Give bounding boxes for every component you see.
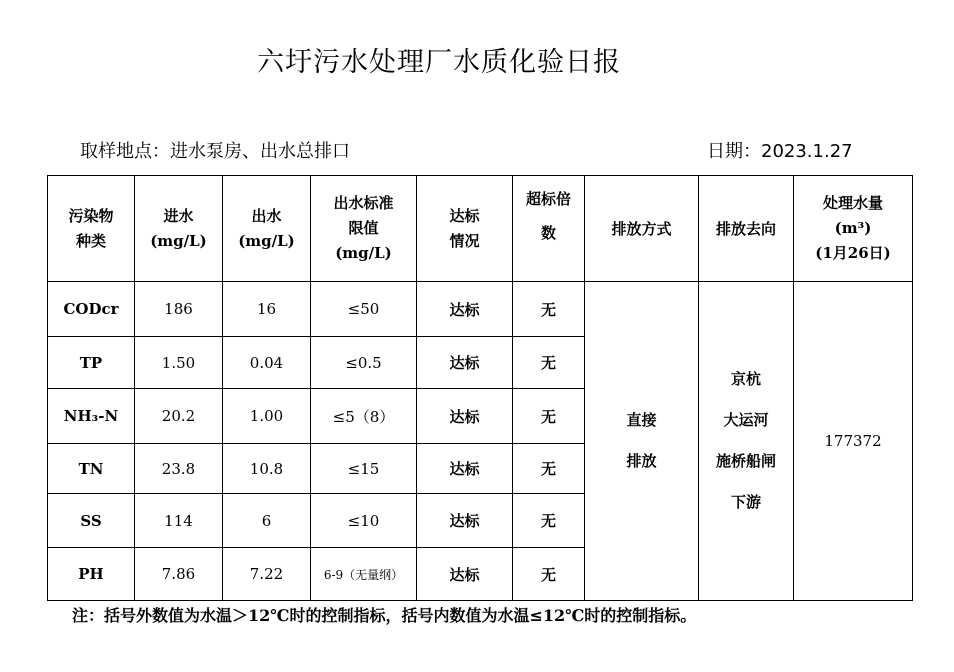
header-outflow <box>223 176 311 282</box>
status-cell: 达标 <box>417 337 513 389</box>
header-exceed <box>513 176 585 282</box>
header-limit-line2: 限值 <box>348 219 379 237</box>
outflow-cell: 0.04 <box>223 337 311 389</box>
destination-line3: 施桥船闸 <box>715 452 776 470</box>
limit-cell: 6-9（无量纲） <box>311 548 417 601</box>
header-inflow <box>135 176 223 282</box>
header-volume-line1: 处理水量 <box>822 194 883 212</box>
exceed-cell: 无 <box>513 389 585 444</box>
limit-cell: ≤10 <box>311 494 417 548</box>
water-quality-table <box>47 175 913 601</box>
exceed-cell: 无 <box>513 282 585 337</box>
discharge-destination-cell <box>699 282 794 601</box>
header-destination: 排放去向 <box>699 176 794 282</box>
header-outflow-line2: (mg/L) <box>238 231 295 250</box>
exceed-cell: 无 <box>513 548 585 601</box>
header-limit <box>311 176 417 282</box>
status-cell: 达标 <box>417 444 513 494</box>
inflow-cell: 1.50 <box>135 337 223 389</box>
pollutant-cell: SS <box>48 494 135 548</box>
pollutant-cell: TN <box>48 444 135 494</box>
inflow-cell: 7.86 <box>135 548 223 601</box>
destination-line4: 下游 <box>730 493 761 511</box>
header-volume <box>794 176 913 282</box>
limit-cell: ≤5（8） <box>311 389 417 444</box>
pollutant-cell: TP <box>48 337 135 389</box>
inflow-cell: 23.8 <box>135 444 223 494</box>
header-limit-line1: 出水标准 <box>333 194 394 212</box>
outflow-cell: 10.8 <box>223 444 311 494</box>
pollutant-cell: NH₃-N <box>48 389 135 444</box>
table-row <box>48 282 913 337</box>
limit-cell: ≤0.5 <box>311 337 417 389</box>
header-limit-line3: (mg/L) <box>335 244 392 262</box>
status-cell: 达标 <box>417 494 513 548</box>
report-title: 六圩污水处理厂水质化验日报 <box>257 47 621 78</box>
limit-cell: ≤50 <box>311 282 417 337</box>
inflow-cell: 186 <box>135 282 223 337</box>
method-line2: 排放 <box>626 452 657 470</box>
header-outflow-line1: 出水 <box>251 206 282 225</box>
header-status <box>417 176 513 282</box>
header-inflow-line2: (mg/L) <box>150 231 207 250</box>
header-volume-line2: (m³) <box>834 219 872 237</box>
discharge-method-cell <box>585 282 699 601</box>
header-exceed-line1: 超标倍 <box>525 190 571 208</box>
outflow-cell: 1.00 <box>223 389 311 444</box>
exceed-cell: 无 <box>513 494 585 548</box>
footnote: 注：括号外数值为水温＞12℃时的控制指标，括号内数值为水温≤12℃时的控制指标。 <box>72 606 697 625</box>
header-exceed-line2: 数 <box>540 224 556 242</box>
report-date: 日期：2023.1.27 <box>707 141 853 162</box>
header-inflow-line1: 进水 <box>163 206 194 225</box>
header-status-line1: 达标 <box>449 206 480 225</box>
header-pollutant-line2: 种类 <box>75 231 106 250</box>
sampling-location: 取样地点：进水泵房、出水总排口 <box>80 141 350 162</box>
inflow-cell: 114 <box>135 494 223 548</box>
header-status-line2: 情况 <box>449 231 480 250</box>
outflow-cell: 6 <box>223 494 311 548</box>
exceed-cell: 无 <box>513 444 585 494</box>
destination-line1: 京杭 <box>730 370 761 388</box>
status-cell: 达标 <box>417 548 513 601</box>
header-row <box>48 176 913 282</box>
status-cell: 达标 <box>417 282 513 337</box>
exceed-cell: 无 <box>513 337 585 389</box>
treated-volume-cell: 177372 <box>794 282 913 601</box>
header-method: 排放方式 <box>585 176 699 282</box>
header-pollutant-line1: 污染物 <box>68 206 114 225</box>
header-pollutant <box>48 176 135 282</box>
limit-cell: ≤15 <box>311 444 417 494</box>
inflow-cell: 20.2 <box>135 389 223 444</box>
outflow-cell: 7.22 <box>223 548 311 601</box>
pollutant-cell: CODcr <box>48 282 135 337</box>
method-line1: 直接 <box>626 411 657 429</box>
outflow-cell: 16 <box>223 282 311 337</box>
pollutant-cell: PH <box>48 548 135 601</box>
destination-line2: 大运河 <box>723 411 769 429</box>
header-volume-line3: (1月26日) <box>815 244 891 262</box>
status-cell: 达标 <box>417 389 513 444</box>
